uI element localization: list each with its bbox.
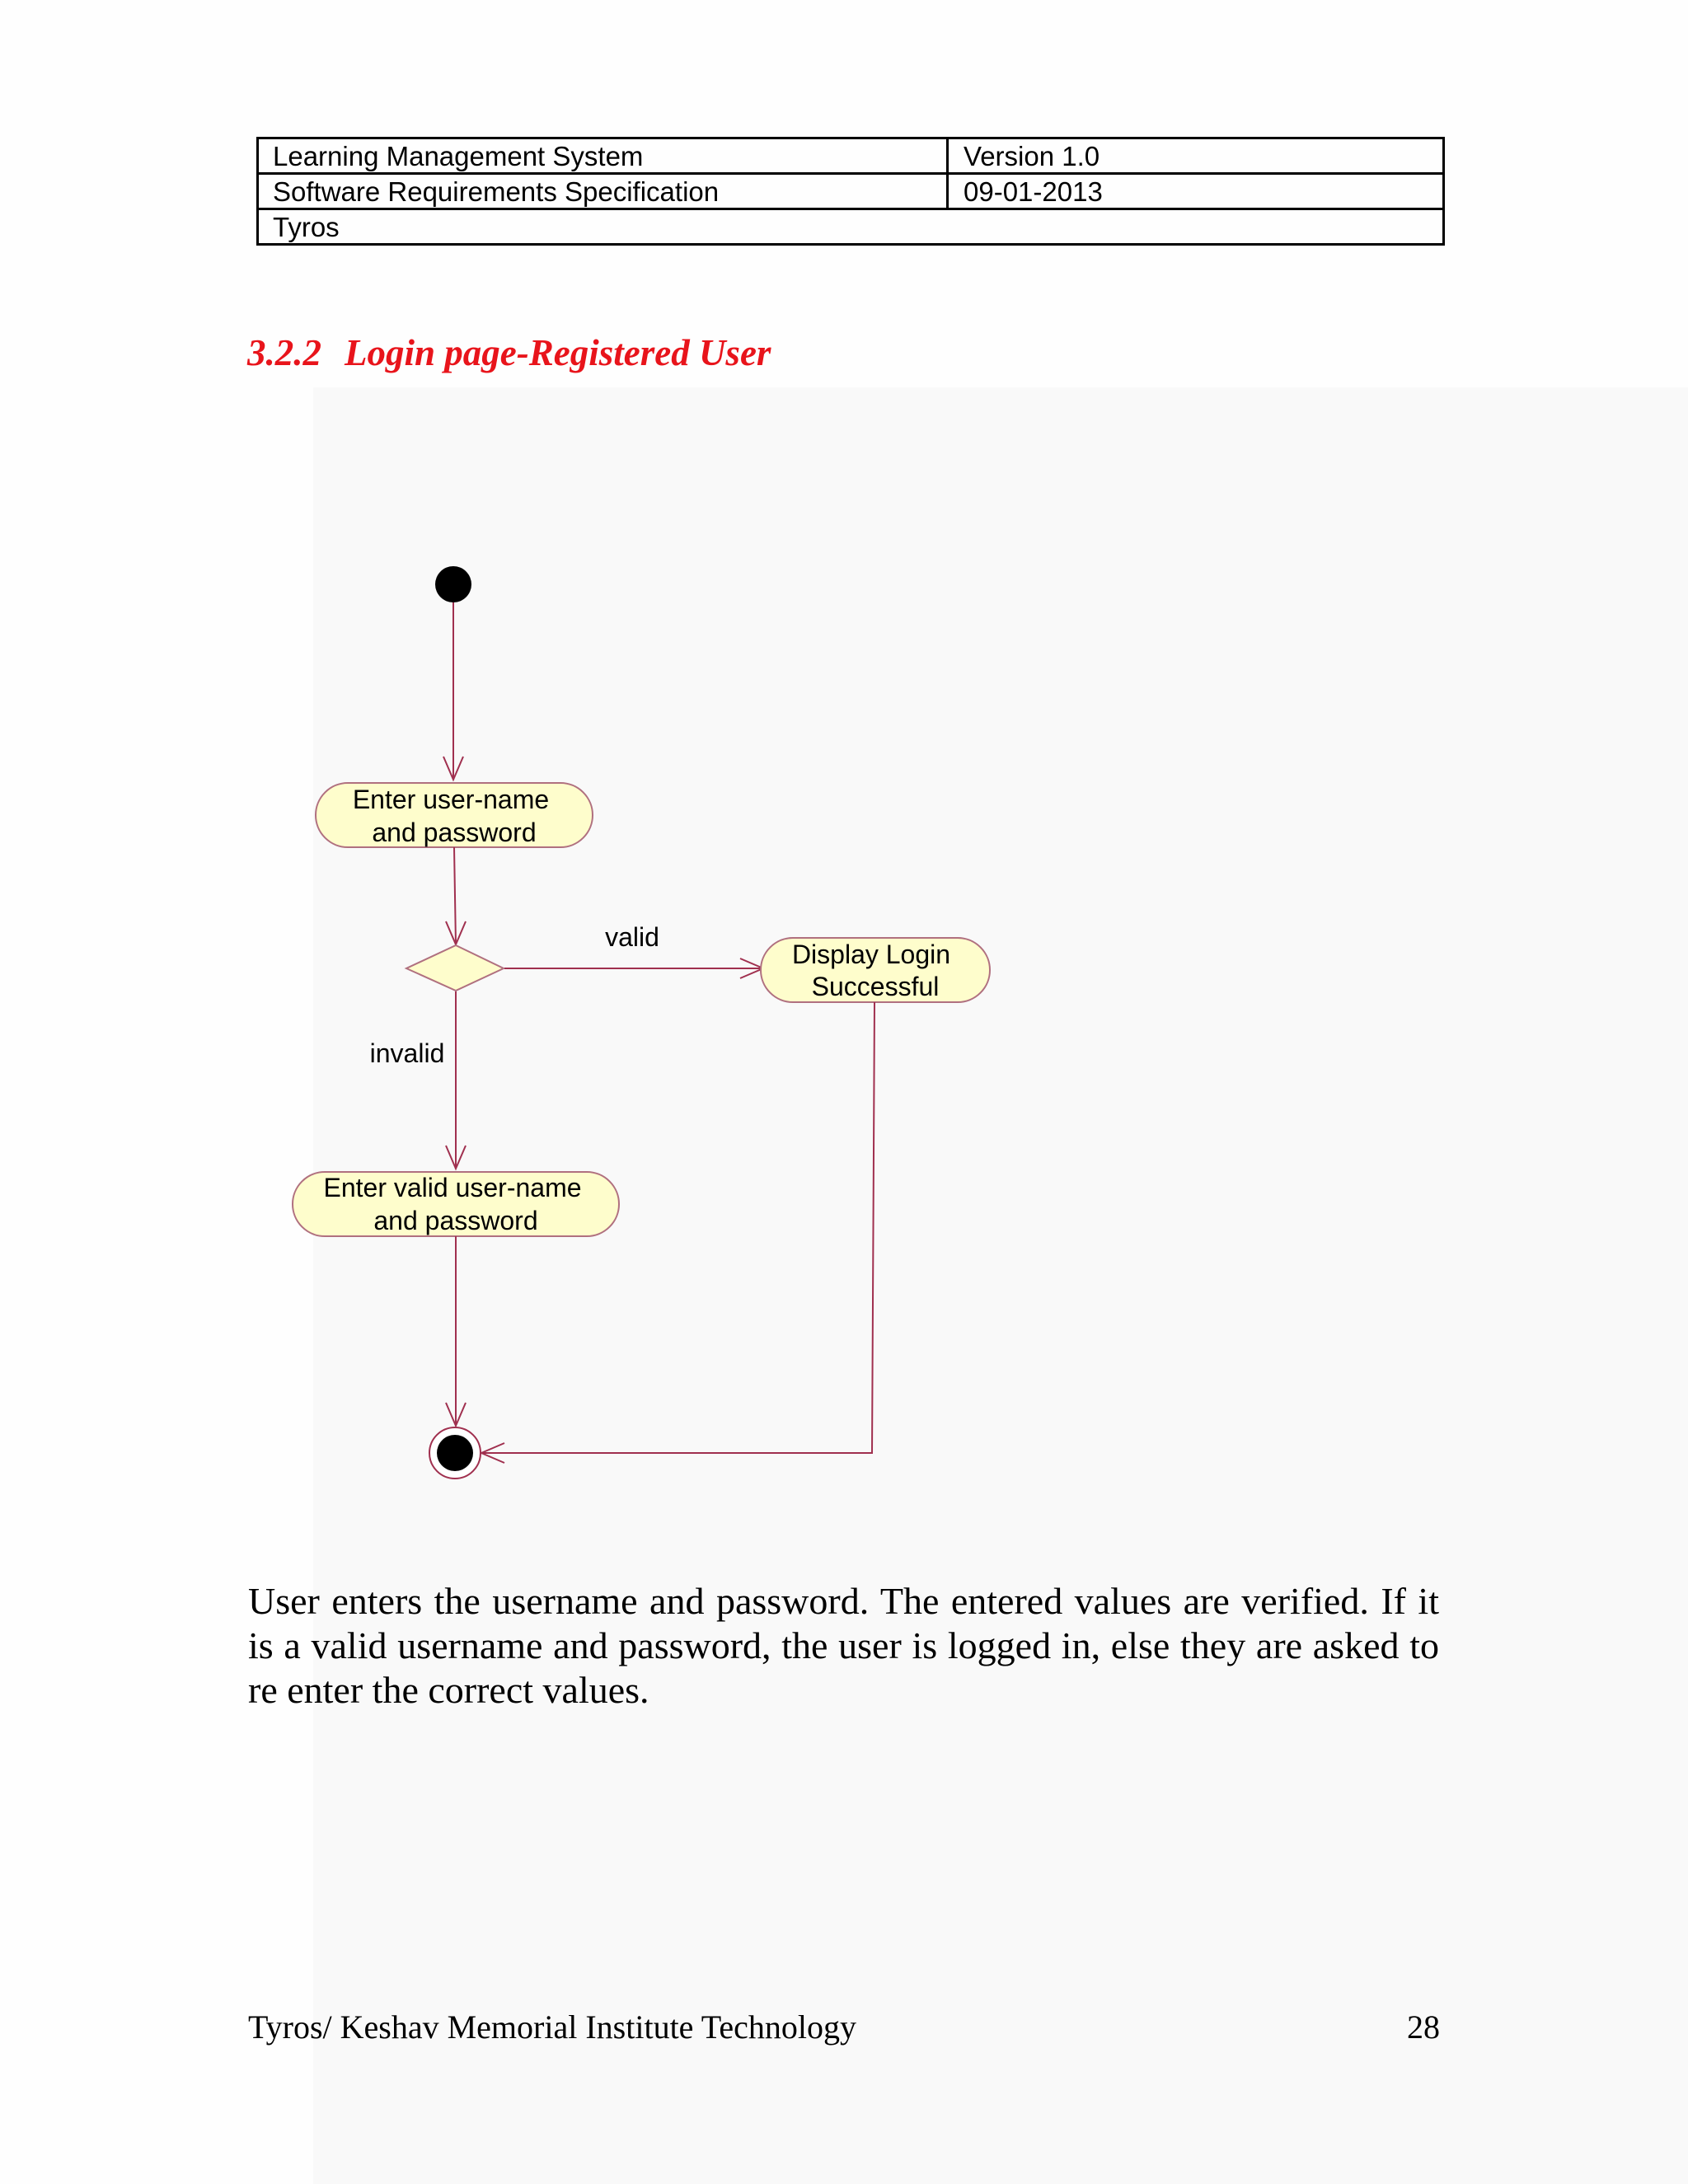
page-number: 28 [1407,2008,1440,2046]
action-label: Enter valid user-name [323,1173,582,1202]
action-label: Display Login [791,940,951,969]
header-cell: 09-01-2013 [948,174,1444,209]
edge-label-invalid: invalid [369,1038,445,1068]
header-cell: Tyros [258,209,1444,245]
body-paragraph: User enters the username and password. The entered values are verified. If it is a valid username and password, the user is logged in, else they are asked to re enter the correct values. [248,1580,1439,1711]
action-label: and password [372,818,537,847]
section-number: 3.2.2 [247,332,321,373]
edge-label-valid: valid [605,922,659,952]
decision-node [406,945,504,991]
header-cell: Version 1.0 [948,138,1444,174]
start-node [435,566,471,602]
edge-credentials-to-decision [454,847,456,944]
action-label: Successful [811,972,940,1001]
action-label: Enter user-name [352,785,550,814]
header-cell: Learning Management System [258,138,948,174]
header-cell: Software Requirements Specification [258,174,948,209]
section-title-text: Login page-Registered User [345,332,771,373]
action-label: and password [373,1206,538,1235]
end-node [437,1435,473,1471]
footer-text: Tyros/ Keshav Memorial Institute Technology [248,2008,856,2046]
